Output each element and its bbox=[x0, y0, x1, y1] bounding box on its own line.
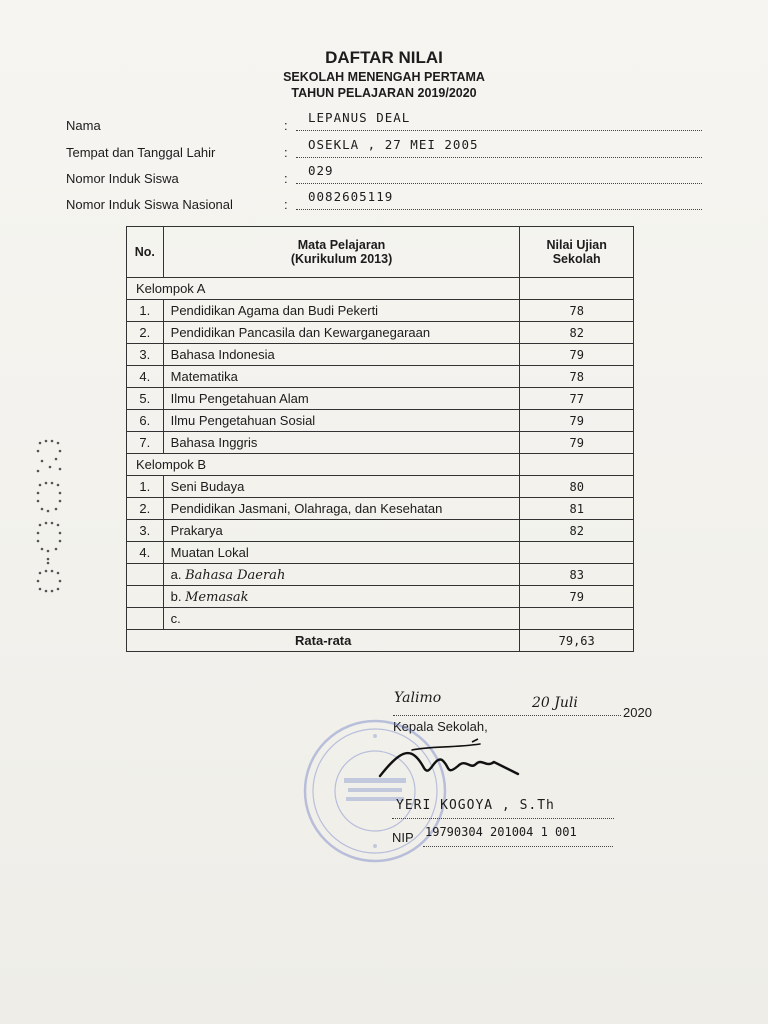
local-subject bbox=[163, 586, 520, 608]
nisn-label: Nomor Induk Siswa Nasional bbox=[66, 197, 233, 212]
table-row bbox=[127, 322, 634, 344]
table-cell bbox=[520, 278, 634, 300]
table-cell bbox=[520, 454, 634, 476]
table-row bbox=[127, 586, 634, 608]
group-b-label: Kelompok B bbox=[127, 454, 520, 476]
student-name-value: LEPANUS DEAL bbox=[308, 110, 411, 125]
subject-score: 77 bbox=[520, 388, 634, 410]
subject-name: Ilmu Pengetahuan Alam bbox=[163, 388, 520, 410]
colon: : bbox=[284, 171, 288, 186]
row-number: 1. bbox=[127, 476, 164, 498]
table-row bbox=[127, 608, 634, 630]
dotted-line bbox=[296, 130, 702, 131]
subject-name: Pendidikan Jasmani, Olahraga, dan Kesehatan bbox=[163, 498, 520, 520]
local-letter: a. bbox=[170, 566, 182, 582]
table-row bbox=[127, 388, 634, 410]
subject-score: 82 bbox=[520, 520, 634, 542]
dotted-line bbox=[296, 183, 702, 184]
subject-score: 82 bbox=[520, 322, 634, 344]
table-row bbox=[127, 300, 634, 322]
principal-signature bbox=[372, 738, 522, 788]
subject-name: Seni Budaya bbox=[163, 476, 520, 498]
school-level: SEKOLAH MENENGAH PERTAMA bbox=[283, 70, 485, 84]
table-row bbox=[127, 410, 634, 432]
table-header-row bbox=[127, 227, 634, 278]
table-cell bbox=[127, 608, 164, 630]
local-letter: c. bbox=[170, 610, 181, 626]
row-number: 7. bbox=[127, 432, 164, 454]
birth-place-date-value: OSEKLA , 27 MEI 2005 bbox=[308, 137, 479, 152]
table-row bbox=[127, 344, 634, 366]
subject-score bbox=[520, 542, 634, 564]
subject-score: 78 bbox=[520, 366, 634, 388]
dotted-line bbox=[423, 846, 613, 847]
nip-label: NIP bbox=[392, 830, 414, 845]
table-row bbox=[127, 498, 634, 520]
document-title: DAFTAR NILAI bbox=[325, 48, 443, 67]
row-number: 5. bbox=[127, 388, 164, 410]
local-subject bbox=[163, 564, 520, 586]
subject-score: 80 bbox=[520, 476, 634, 498]
local-subject bbox=[163, 608, 520, 630]
academic-year: TAHUN PELAJARAN 2019/2020 bbox=[291, 86, 477, 100]
dotted-line bbox=[296, 209, 702, 210]
subject-score: 79 bbox=[520, 344, 634, 366]
group-b-row bbox=[127, 454, 634, 476]
subject-score: 79 bbox=[520, 432, 634, 454]
col-header-score bbox=[520, 227, 634, 278]
subject-score: 79 bbox=[520, 586, 634, 608]
birth-place-date-label: Tempat dan Tanggal Lahir bbox=[66, 145, 216, 160]
table-row bbox=[127, 542, 634, 564]
nis-label: Nomor Induk Siswa bbox=[66, 171, 179, 186]
signature-date: 20 Juli bbox=[532, 695, 578, 711]
row-number: 3. bbox=[127, 344, 164, 366]
local-subject-name: Bahasa Daerah bbox=[185, 567, 286, 583]
subject-score bbox=[520, 608, 634, 630]
subject-name: Ilmu Pengetahuan Sosial bbox=[163, 410, 520, 432]
local-subject-name: Memasak bbox=[185, 589, 249, 605]
table-row bbox=[127, 432, 634, 454]
principal-name: YERI KOGOYA , S.Th bbox=[396, 798, 555, 813]
table-row bbox=[127, 520, 634, 542]
col-header-subject-line1: Mata Pelajaran bbox=[297, 238, 386, 252]
nip-value: 19790304 201004 1 001 bbox=[425, 825, 577, 839]
col-header-score-line1: Nilai Ujian bbox=[546, 238, 607, 252]
subject-name: Pendidikan Pancasila dan Kewarganegaraan bbox=[163, 322, 520, 344]
subject-name: Muatan Lokal bbox=[163, 542, 520, 564]
subject-name: Bahasa Indonesia bbox=[163, 344, 520, 366]
average-label: Rata-rata bbox=[127, 630, 520, 652]
row-number: 2. bbox=[127, 498, 164, 520]
nisn-value: 0082605119 bbox=[308, 189, 394, 204]
table-cell bbox=[127, 564, 164, 586]
colon: : bbox=[284, 118, 288, 133]
table-row bbox=[127, 366, 634, 388]
grades-table bbox=[126, 226, 634, 652]
table-row bbox=[127, 564, 634, 586]
average-value: 79,63 bbox=[520, 630, 634, 652]
average-row bbox=[127, 630, 634, 652]
subject-score: 79 bbox=[520, 410, 634, 432]
col-header-no: No. bbox=[127, 227, 164, 278]
signature-year: 2020 bbox=[623, 705, 652, 720]
dotted-line bbox=[392, 818, 614, 819]
table-row bbox=[127, 476, 634, 498]
subject-score: 83 bbox=[520, 564, 634, 586]
subject-name: Bahasa Inggris bbox=[163, 432, 520, 454]
row-number: 4. bbox=[127, 366, 164, 388]
subject-score: 81 bbox=[520, 498, 634, 520]
group-a-row bbox=[127, 278, 634, 300]
nis-value: 029 bbox=[308, 163, 334, 178]
subject-name: Matematika bbox=[163, 366, 520, 388]
perforation-marks bbox=[30, 435, 74, 595]
principal-title: Kepala Sekolah, bbox=[393, 719, 488, 734]
group-a-label: Kelompok A bbox=[127, 278, 520, 300]
col-header-score-line2: Sekolah bbox=[552, 252, 601, 266]
signature-place: Yalimo bbox=[394, 690, 442, 706]
row-number: 6. bbox=[127, 410, 164, 432]
colon: : bbox=[284, 197, 288, 212]
dotted-line bbox=[296, 157, 702, 158]
subject-name: Pendidikan Agama dan Budi Pekerti bbox=[163, 300, 520, 322]
row-number: 3. bbox=[127, 520, 164, 542]
subject-score: 78 bbox=[520, 300, 634, 322]
student-name-label: Nama bbox=[66, 118, 101, 133]
col-header-subject-line2: (Kurikulum 2013) bbox=[290, 252, 393, 266]
col-header-subject bbox=[163, 227, 520, 278]
local-letter: b. bbox=[170, 588, 182, 604]
row-number: 2. bbox=[127, 322, 164, 344]
colon: : bbox=[284, 145, 288, 160]
subject-name: Prakarya bbox=[163, 520, 520, 542]
table-cell bbox=[127, 586, 164, 608]
row-number: 4. bbox=[127, 542, 164, 564]
row-number: 1. bbox=[127, 300, 164, 322]
